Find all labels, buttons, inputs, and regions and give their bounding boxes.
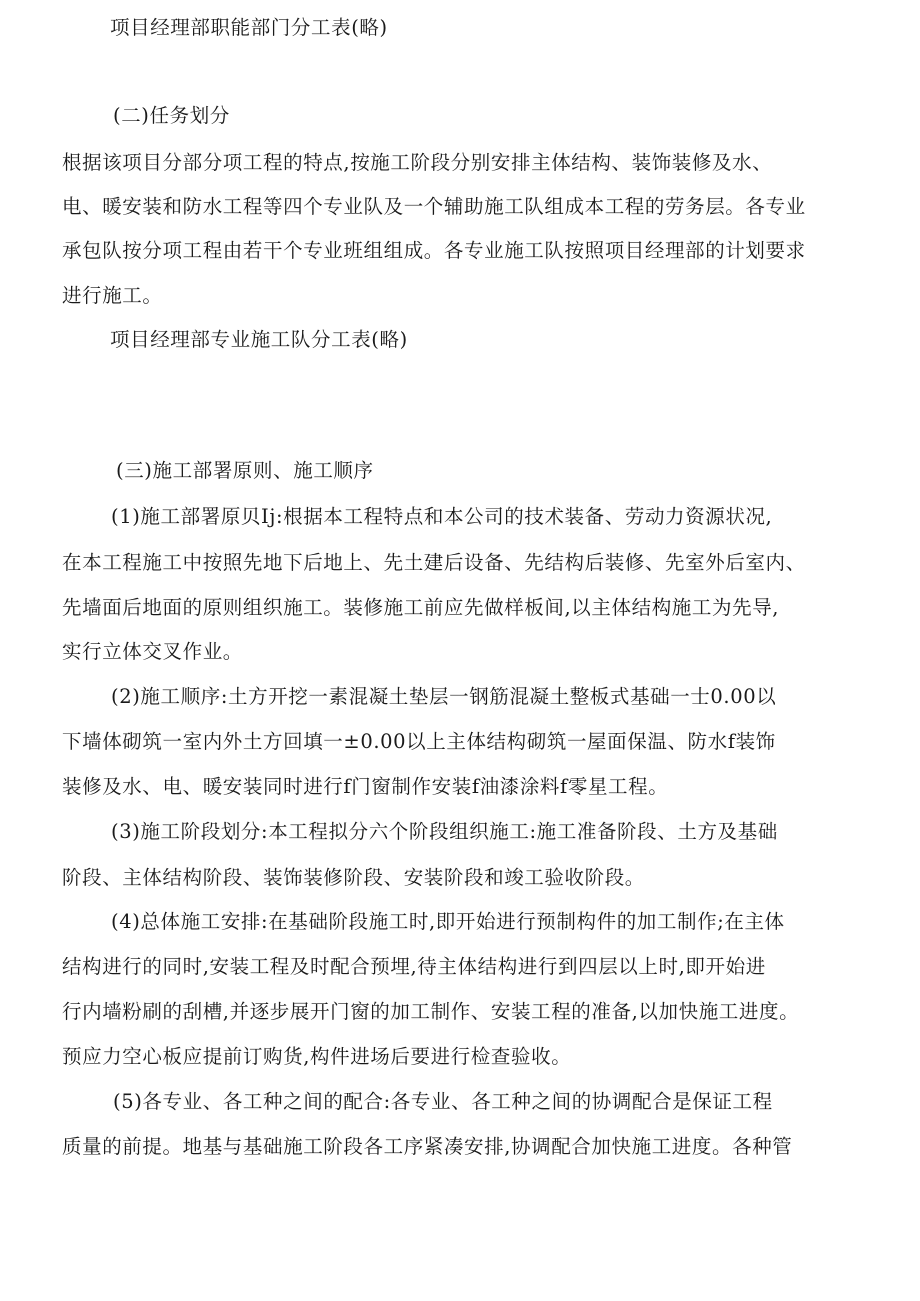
item-1-line: 实行立体交叉作业。 xyxy=(62,640,243,663)
table-caption-functional-departments: 项目经理部职能部门分工表(略) xyxy=(110,16,388,39)
item-5-line: (5)各专业、各工种之间的配合:各专业、各工种之间的协调配合是保证工程 xyxy=(113,1090,773,1113)
table-caption-construction-teams: 项目经理部专业施工队分工表(略) xyxy=(110,328,408,351)
item-4-line: 行内墙粉刷的刮槽,并逐步展开门窗的加工制作、安装工程的准备,以加快施工进度。 xyxy=(62,1000,800,1023)
item-2-line: 下墙体砌筑一室内外土方回填一±0.00以上主体结构砌筑一屋面保温、防水f装饰 xyxy=(62,730,776,753)
item-1-line: 在本工程施工中按照先地下后地上、先土建后设备、先结构后装修、先室外后室内、 xyxy=(62,551,806,574)
section-heading-task-division: (二)任务划分 xyxy=(113,104,230,127)
item-4-line: 预应力空心板应提前订购货,构件进场后要进行检查验收。 xyxy=(62,1045,572,1068)
item-4-line: 结构进行的同时,安装工程及时配合预埋,待主体结构进行到四层以上时,即开始进 xyxy=(62,955,766,978)
paragraph-line: 电、暖安装和防水工程等四个专业队及一个辅助施工队组成本工程的劳务层。各专业 xyxy=(62,195,806,218)
item-4-line: (4)总体施工安排:在基础阶段施工时,即开始进行预制构件的加工制作;在主体 xyxy=(111,910,785,933)
paragraph-line: 根据该项目分部分项工程的特点,按施工阶段分别安排主体结构、装饰装修及水、 xyxy=(62,151,773,174)
item-2-line: (2)施工顺序:土方开挖一素混凝土垫层一钢筋混凝土整板式基础一士0.00以 xyxy=(111,685,777,708)
paragraph-line: 承包队按分项工程由若干个专业班组组成。各专业施工队按照项目经理部的计划要求 xyxy=(62,239,806,262)
section-heading-deployment-principles: (三)施工部署原则、施工顺序 xyxy=(116,459,374,482)
item-5-line: 质量的前提。地基与基础施工阶段各工序紧凑安排,协调配合加快施工进度。各种管 xyxy=(62,1135,793,1158)
item-1-line: (1)施工部署原贝Ij:根据本工程特点和本公司的技术装备、劳动力资源状况, xyxy=(111,505,773,528)
paragraph-line: 进行施工。 xyxy=(62,284,163,307)
item-2-line: 装修及水、电、暖安装同时进行f门窗制作安装f油漆涂料f零星工程。 xyxy=(62,775,669,798)
item-3-line: (3)施工阶段划分:本工程拟分六个阶段组织施工:施工准备阶段、土方及基础 xyxy=(111,820,778,843)
item-1-line: 先墙面后地面的原则组织施工。装修施工前应先做样板间,以主体结构施工为先导, xyxy=(62,596,780,619)
item-3-line: 阶段、主体结构阶段、装饰装修阶段、安装阶段和竣工验收阶段。 xyxy=(62,866,645,889)
